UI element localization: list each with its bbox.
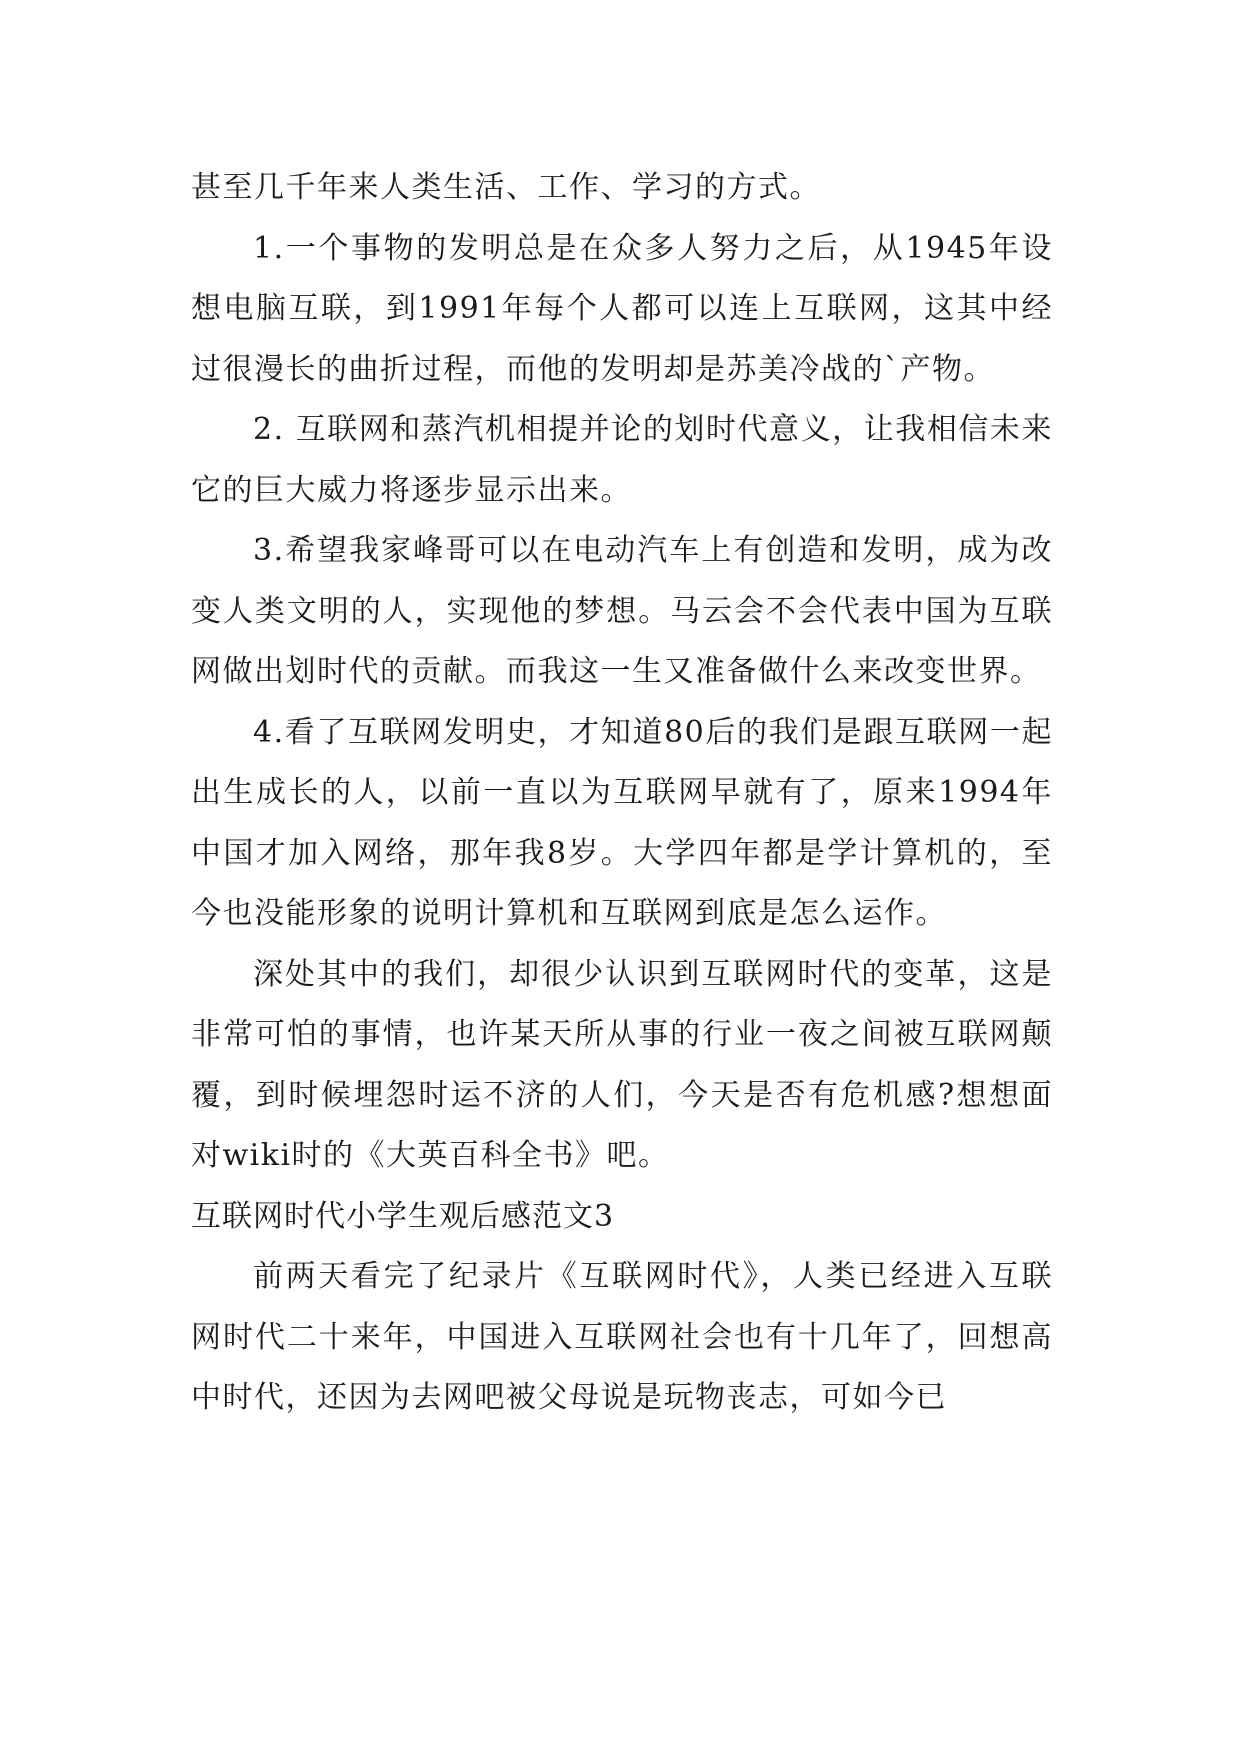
section-heading: 互联网时代小学生观后感范文3 (191, 1198, 615, 1234)
paragraph-point-2: 2. 互联网和蒸汽机相提并论的划时代意义，让我相信未来它的巨大威力将逐步显示出来。 (191, 412, 1053, 508)
paragraph-essay-3-intro: 前两天看完了纪录片《互联网时代》，人类已经进入互联网时代二十来年，中国进入互联网社会也有十几年了，回想高中时代，还因为去网吧被父母说是玩物丧志，可如今已 (191, 1259, 1053, 1415)
paragraph-point-4: 4.看了互联网发明史，才知道80后的我们是跟互联网一起出生成长的人，以前一直以为互联网早就有了，原来1994年中国才加入网络，那年我8岁。大学四年都是学计算机的，至今也没能形象的说明计算机和互联网到底是怎么运作。 (191, 714, 1053, 931)
paragraph-point-3: 3.希望我家峰哥可以在电动汽车上有创造和发明，成为改变人类文明的人，实现他的梦想。马云会不会代表中国为互联网做出划时代的贡献。而我这一生又准备做什么来改变世界。 (191, 533, 1053, 689)
document-body (191, 158, 1053, 1429)
paragraph-point-1: 1.一个事物的发明总是在众多人努力之后，从1945年设想电脑互联，到1991年每个人都可以连上互联网，这其中经过很漫长的曲折过程，而他的发明却是苏美冷战的`产物。 (191, 230, 1053, 387)
paragraph-reflection: 深处其中的我们，却很少认识到互联网时代的变革，这是非常可怕的事情，也许某天所从事的行业一夜之间被互联网颠覆，到时候埋怨时运不济的人们，今天是否有危机感?想想面对wiki时的《大英百科全书》吧。 (191, 956, 1053, 1173)
paragraph-continuation: 甚至几千年来人类生活、工作、学习的方式。 (191, 170, 821, 205)
